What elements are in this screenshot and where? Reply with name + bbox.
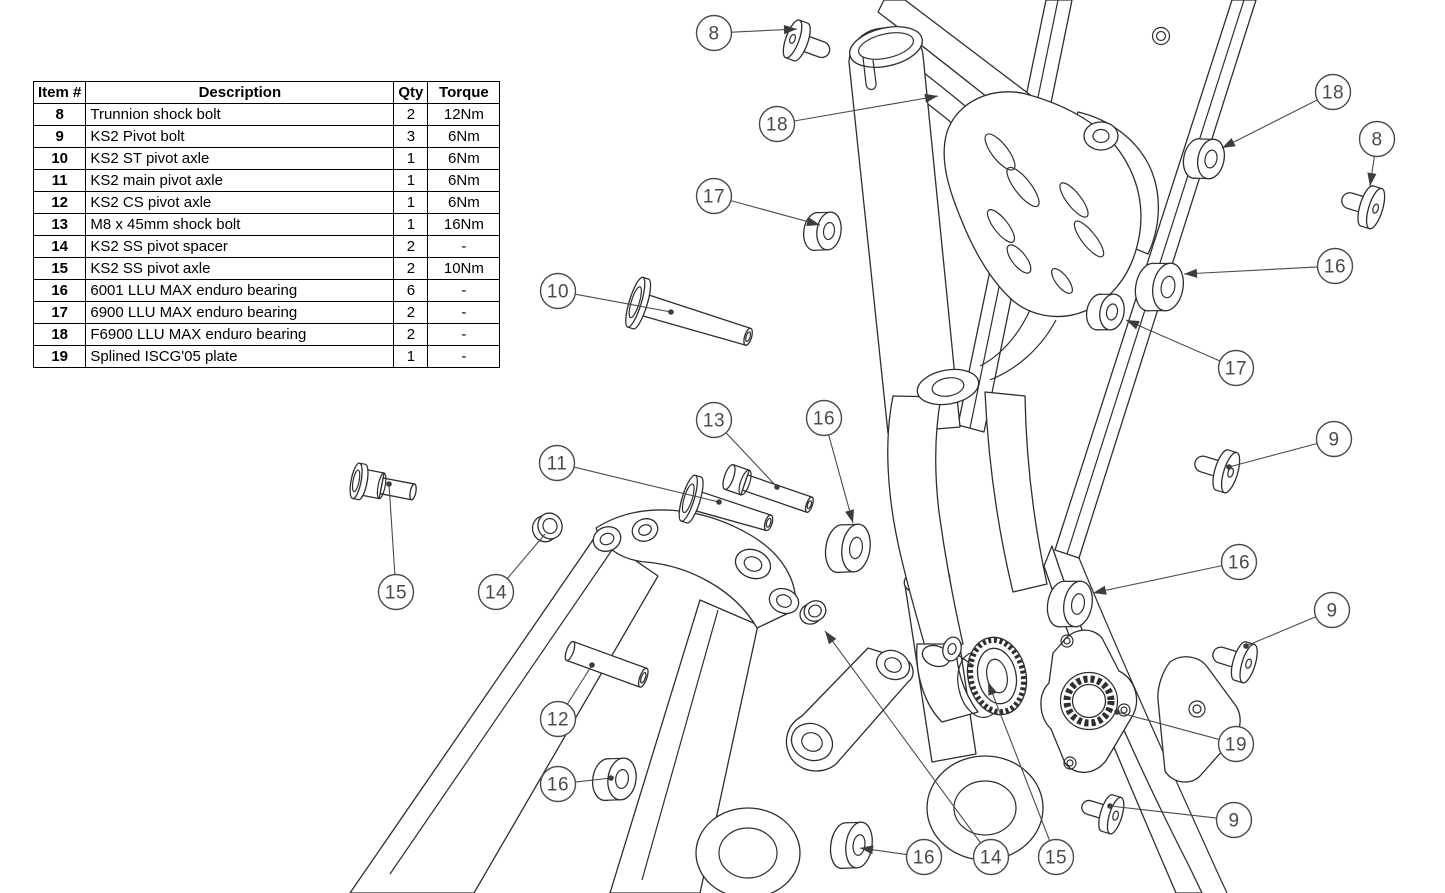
- shock-yoke-right-prong: [985, 392, 1047, 592]
- table-cell-item: 13: [34, 214, 86, 236]
- balloon-number: 16: [912, 847, 936, 869]
- balloon-number: 14: [979, 847, 1003, 869]
- leader-dot: [1114, 709, 1120, 715]
- balloon-number: 12: [546, 709, 570, 731]
- part-ks2-ss-pivot-spacer: [529, 510, 566, 545]
- part-6001-enduro-bearing: [828, 818, 875, 872]
- table-cell-desc: KS2 CS pivot axle: [86, 192, 394, 214]
- leader-dot: [1226, 464, 1232, 470]
- table-cell-desc: KS2 SS pivot spacer: [86, 236, 394, 258]
- callout-15: [379, 481, 414, 609]
- callout-9: [1226, 422, 1351, 470]
- callout-9: [1107, 803, 1251, 838]
- table-cell-qty: 2: [394, 324, 428, 346]
- callout-17: [697, 179, 821, 227]
- leader-arrowhead: [845, 509, 854, 523]
- table-cell-desc: KS2 SS pivot axle: [86, 258, 394, 280]
- table-cell-trq: -: [428, 302, 500, 324]
- leader-dot: [608, 775, 614, 781]
- leader-dot: [589, 662, 595, 668]
- rocker-pivot-eye: [1084, 122, 1118, 150]
- callout-9: [1243, 593, 1349, 649]
- balloon-number: 18: [1321, 82, 1345, 104]
- table-row: [34, 192, 500, 214]
- balloon-number: 16: [1323, 256, 1347, 278]
- table-row: [34, 214, 500, 236]
- table-cell-trq: 6Nm: [428, 170, 500, 192]
- leader-dot: [716, 499, 722, 505]
- table-cell-trq: 12Nm: [428, 104, 500, 126]
- table-cell-desc: Splined ISCG'05 plate: [86, 346, 394, 368]
- table-cell-qty: 2: [394, 258, 428, 280]
- parts-table-header: [34, 82, 500, 104]
- parts-table: [33, 81, 500, 368]
- balloon-number: 8: [708, 23, 720, 45]
- balloon-number: 17: [1224, 358, 1248, 380]
- table-cell-qty: 2: [394, 302, 428, 324]
- table-cell-trq: -: [428, 346, 500, 368]
- table-cell-desc: M8 x 45mm shock bolt: [86, 214, 394, 236]
- balloon-number: 9: [1328, 429, 1340, 451]
- balloon-number: 9: [1228, 810, 1240, 832]
- table-cell-trq: -: [428, 236, 500, 258]
- table-cell-item: 19: [34, 346, 86, 368]
- leader-dot: [1107, 803, 1113, 809]
- table-header-2: Qty: [394, 82, 428, 104]
- table-cell-item: 16: [34, 280, 86, 302]
- part-trunnion-shock-bolt: [780, 18, 837, 71]
- balloon-number: 17: [702, 186, 726, 208]
- table-row: [34, 258, 500, 280]
- table-cell-trq: 16Nm: [428, 214, 500, 236]
- dropout-plate: [1158, 657, 1240, 782]
- table-cell-item: 15: [34, 258, 86, 280]
- table-cell-desc: KS2 ST pivot axle: [86, 148, 394, 170]
- part-ks2-st-pivot-axle: [622, 276, 759, 363]
- table-cell-qty: 1: [394, 346, 428, 368]
- table-cell-desc: F6900 LLU MAX enduro bearing: [86, 324, 394, 346]
- table-cell-trq: -: [428, 324, 500, 346]
- leader-arrowhead: [1222, 138, 1236, 148]
- part-ks2-pivot-bolt: [1189, 442, 1243, 495]
- table-cell-desc: 6001 LLU MAX enduro bearing: [86, 280, 394, 302]
- table-row: [34, 302, 500, 324]
- balloon-number: 8: [1371, 129, 1383, 151]
- balloon-number: 19: [1224, 734, 1248, 756]
- table-cell-desc: KS2 main pivot axle: [86, 170, 394, 192]
- table-cell-item: 18: [34, 324, 86, 346]
- table-row: [34, 148, 500, 170]
- part-6001-enduro-bearing: [1132, 258, 1187, 316]
- callout-18: [1222, 75, 1351, 149]
- balloon-number: 18: [765, 114, 789, 136]
- balloon-number: 16: [1227, 552, 1251, 574]
- table-cell-item: 9: [34, 126, 86, 148]
- leader-dot: [1243, 643, 1249, 649]
- table-row: [34, 236, 500, 258]
- table-header-3: Torque: [428, 82, 500, 104]
- table-cell-trq: 6Nm: [428, 192, 500, 214]
- leader-arrowhead: [1093, 586, 1107, 595]
- leader-dot: [774, 484, 780, 490]
- leader-arrowhead: [825, 631, 836, 644]
- balloon-number: 9: [1326, 600, 1338, 622]
- table-cell-qty: 2: [394, 104, 428, 126]
- balloon-number: 11: [546, 453, 568, 475]
- part-ks2-ss-pivot-spacer: [796, 597, 829, 627]
- part-6001-enduro-bearing: [823, 520, 874, 577]
- callout-8: [697, 16, 798, 51]
- callout-8: [1360, 122, 1395, 187]
- part-ks2-ss-pivot-axle: [348, 462, 419, 510]
- table-cell-qty: 1: [394, 214, 428, 236]
- part-6900-enduro-bearing: [801, 209, 843, 254]
- shock-yoke-left-prong: [888, 396, 963, 650]
- table-row: [34, 104, 500, 126]
- callout-14: [479, 534, 546, 610]
- table-header-1: Description: [86, 82, 394, 104]
- table-cell-trq: 6Nm: [428, 148, 500, 170]
- table-cell-qty: 1: [394, 170, 428, 192]
- table-cell-desc: KS2 Pivot bolt: [86, 126, 394, 148]
- table-cell-item: 8: [34, 104, 86, 126]
- leader-dot: [668, 309, 674, 315]
- balloon-number: 15: [1044, 847, 1068, 869]
- table-row: [34, 346, 500, 368]
- leader-arrowhead: [1184, 269, 1197, 278]
- balloon-number: 16: [812, 408, 836, 430]
- table-cell-item: 10: [34, 148, 86, 170]
- leader-arrowhead: [1367, 172, 1376, 186]
- leader-dot: [386, 481, 392, 487]
- table-cell-item: 14: [34, 236, 86, 258]
- callout-16: [807, 401, 854, 524]
- table-cell-item: 17: [34, 302, 86, 324]
- table-cell-desc: 6900 LLU MAX enduro bearing: [86, 302, 394, 324]
- table-cell-trq: 6Nm: [428, 126, 500, 148]
- table-cell-qty: 6: [394, 280, 428, 302]
- table-cell-qty: 3: [394, 126, 428, 148]
- table-cell-qty: 1: [394, 148, 428, 170]
- table-cell-qty: 1: [394, 192, 428, 214]
- balloon-number: 16: [546, 774, 570, 796]
- main-pivot-hub: [696, 808, 800, 893]
- table-row: [34, 280, 500, 302]
- table-cell-qty: 2: [394, 236, 428, 258]
- balloon-number: 10: [546, 281, 570, 303]
- table-header-0: Item #: [34, 82, 86, 104]
- callout-16: [1093, 545, 1257, 595]
- table-row: [34, 324, 500, 346]
- part-ks2-pivot-bolt: [1077, 787, 1128, 835]
- balloon-number: 13: [702, 410, 726, 432]
- balloon-number: 15: [384, 582, 408, 604]
- part-trunnion-shock-bolt: [1336, 178, 1388, 230]
- table-row: [34, 170, 500, 192]
- table-cell-item: 12: [34, 192, 86, 214]
- table-cell-trq: -: [428, 280, 500, 302]
- callout-16: [1184, 249, 1353, 284]
- frame-bolt-hole: [1153, 28, 1170, 45]
- callout-10: [541, 274, 674, 315]
- table-cell-desc: Trunnion shock bolt: [86, 104, 394, 126]
- table-cell-item: 11: [34, 170, 86, 192]
- table-cell-trq: 10Nm: [428, 258, 500, 280]
- table-row: [34, 126, 500, 148]
- balloon-number: 14: [484, 582, 508, 604]
